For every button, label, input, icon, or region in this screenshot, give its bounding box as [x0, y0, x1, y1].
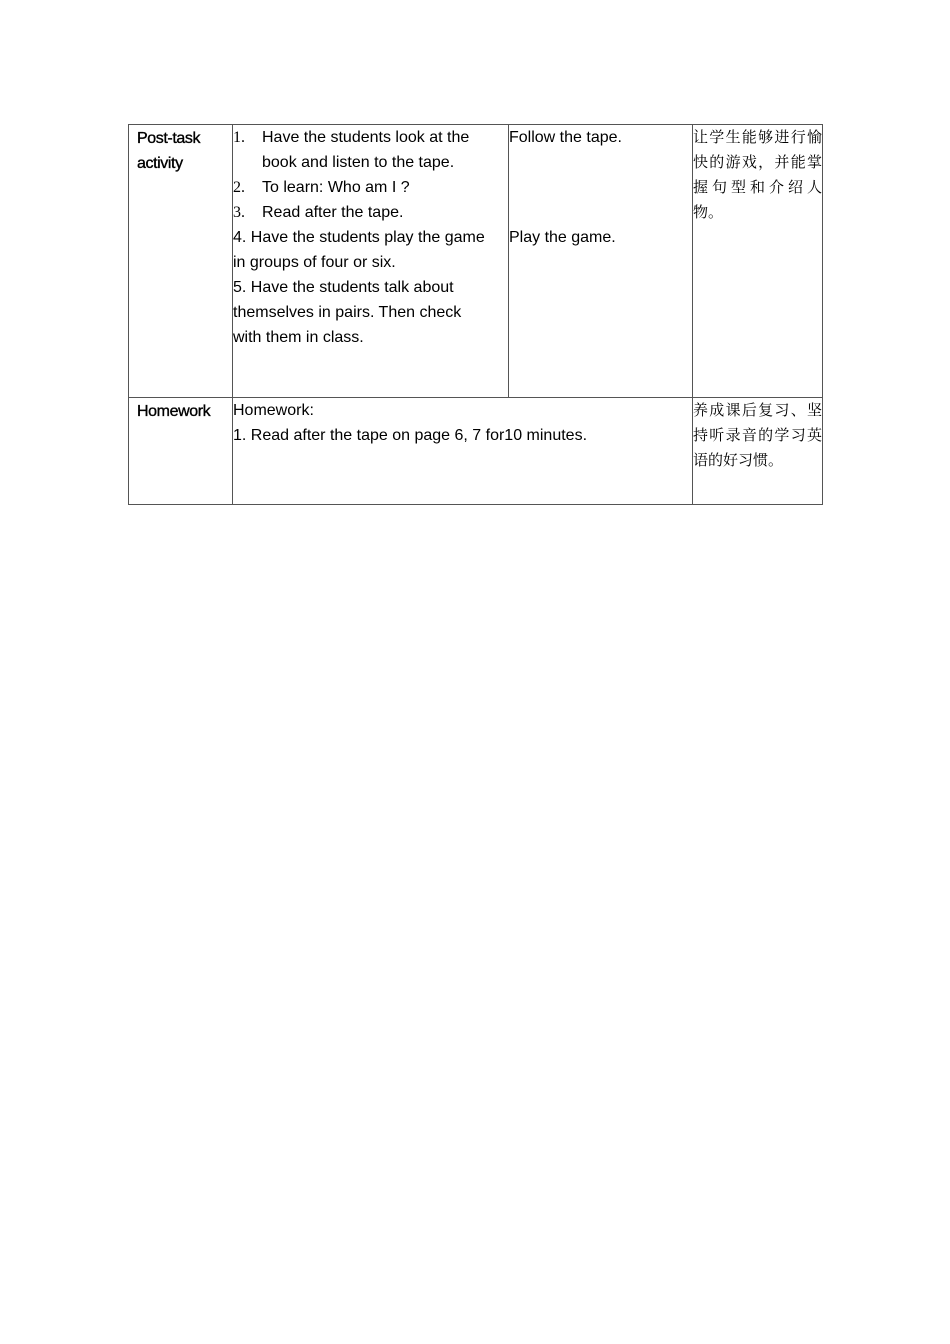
teacher-step-3: 3. Read after the tape. [233, 204, 404, 221]
student-activity-2: Play the game. [509, 229, 616, 246]
spacer [509, 150, 692, 175]
stage-label-line-2: activity [137, 155, 183, 172]
teacher-step-5: 5. Have the students talk about themselves in pairs. Then check with them in class. [233, 279, 462, 346]
student-activity-1: Follow the tape. [509, 129, 622, 146]
stage-label-line-1: Post-task [137, 130, 201, 147]
homework-purpose-text: 养成课后复习、坚持听录音的学习英语的好习惯。 [693, 401, 822, 469]
homework-row [129, 398, 823, 505]
homework-heading: Homework: [233, 402, 314, 419]
post-task-student-cell [509, 125, 693, 398]
teacher-step-4: 4. Have the students play the game in groups of four or six. [233, 229, 485, 271]
post-task-purpose-cell [693, 125, 823, 398]
teacher-step-2: 2. To learn: Who am I ? [233, 179, 410, 196]
post-task-purpose-text: 让学生能够进行愉快的游戏，并能掌握句型和介绍人物。 [693, 128, 822, 221]
homework-purpose-cell [693, 398, 823, 505]
lesson-plan-table [128, 124, 823, 505]
post-task-stage-cell [129, 125, 233, 398]
post-task-stage-label [129, 125, 232, 176]
homework-stage-cell [129, 398, 233, 505]
post-task-teacher-cell [233, 125, 509, 398]
spacer [509, 200, 692, 225]
homework-item-1: 1. Read after the tape on page 6, 7 for10 minutes. [233, 427, 588, 444]
homework-content-cell [233, 398, 693, 505]
teacher-step-1: 1. Have the students look at the book and listen to the tape. [233, 129, 470, 171]
homework-stage-label: Homework [137, 403, 211, 420]
post-task-row [129, 125, 823, 398]
spacer [509, 175, 692, 200]
